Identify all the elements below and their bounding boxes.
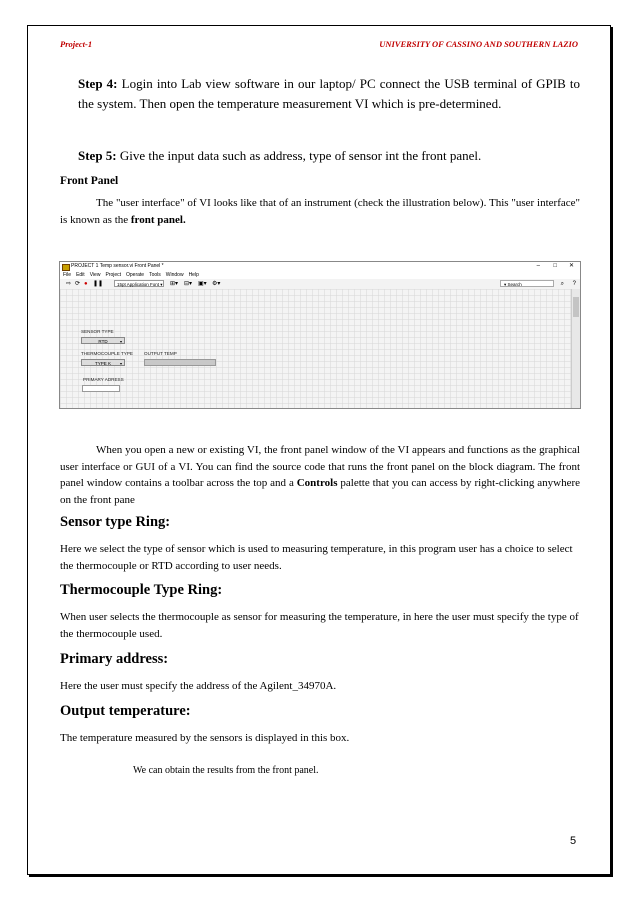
distribute-icon[interactable]: ⊟▾ [184,281,193,287]
controls-bold: Controls [296,477,338,490]
pause-icon[interactable]: ❚❚ [93,281,104,287]
window-title: PROJECT 1 Temp sensor.vi Front Panel * [71,263,164,269]
maximize-icon[interactable]: □ [553,263,557,269]
primary-address-body: Here the user must specify the address of the Agilent_34970A. [60,680,337,692]
font-selector[interactable]: 15pt Application Font ▾ [114,280,164,287]
menu-bar [60,271,580,279]
output-temp-indicator [144,359,216,366]
step-4-text: Login into Lab view software in our laptop/ PC connect the USB terminal of GPIB to the system. Then open the temperature measurement VI which is pre-determined. [78,76,581,111]
thermocouple-type-ring[interactable] [81,359,125,366]
search-input[interactable]: ▾ Search [500,280,554,287]
menu-help[interactable]: Help [188,272,199,278]
resize-icon[interactable]: ▣▾ [198,281,207,287]
menu-operate[interactable]: Operate [126,272,145,278]
output-temperature-heading: Output temperature: [60,703,191,719]
intro-text: The "user interface" of VI looks like that of an instrument (check the illustration below). This "user interface" is known as the [60,197,580,226]
primary-address-heading: Primary address: [60,651,169,667]
page-number: 5 [570,835,577,847]
step-5-text: Give the input data such as address, type of sensor int the front panel. [116,148,482,163]
window-titlebar [60,262,580,271]
align-icon[interactable]: ⊞▾ [170,281,179,287]
thermocouple-type-value: TYPE K [94,361,111,366]
sensor-type-label: SENSOR TYPE [81,329,114,334]
front-panel-intro [60,195,580,228]
minimize-icon[interactable]: – [536,263,540,269]
scrollbar-thumb[interactable] [573,297,579,317]
thermocouple-type-body: When user selects the thermocouple as sensor for measuring the temperature, in here the user must specify the type of the thermocouple used. [60,611,579,640]
header-project: Project-1 [60,39,93,49]
output-temp-label: OUTPUT TEMP [144,351,177,356]
closing-note: We can obtain the results from the front panel. [133,765,319,776]
menu-tools[interactable]: Tools [149,272,161,278]
menu-window[interactable]: Window [165,272,184,278]
chevron-down-icon: ▾ [119,361,122,366]
step-5 [78,146,580,166]
step-4-label: Step 4: [78,76,118,91]
front-panel-canvas[interactable] [60,289,573,409]
sensor-type-body: Here we select the type of sensor which is used to measuring temperature, in this program user has a choice to select the thermocouple or RTD according to user needs. [60,543,573,572]
output-temperature-body: The temperature measured by the sensors is displayed in this box. [60,732,350,744]
run-arrow-icon[interactable]: ⇨ [66,281,72,287]
run-continuously-icon[interactable]: ⟳ [75,281,81,287]
front-panel-heading: Front Panel [60,175,119,187]
labview-screenshot [59,261,581,409]
close-icon[interactable]: ✕ [568,263,574,269]
menu-project[interactable]: Project [105,272,121,278]
menu-file[interactable]: File [63,272,72,278]
menu-edit[interactable]: Edit [76,272,85,278]
thermocouple-type-label: THERMOCOUPLE TYPE [81,351,133,356]
abort-icon[interactable]: ● [84,281,88,287]
description-text: When you open a new or existing VI, the front panel window of the VI appears and functions as the graphical user interface or GUI of a VI. You can find the source code that runs the front panel on the block diagram. The front panel window contains a toolbar across the top and a [60,444,580,490]
font-selector-value: 15pt Application Font [117,282,160,287]
vertical-scrollbar[interactable] [571,289,580,409]
chevron-down-icon: ▾ [119,339,122,344]
thermocouple-type-heading: Thermocouple Type Ring: [60,582,223,598]
header-university: UNIVERSITY OF CASSINO AND SOUTHERN LAZIO [379,39,578,49]
menu-view[interactable]: View [89,272,101,278]
sensor-type-ring[interactable] [81,337,125,344]
step-4 [78,74,580,113]
sensor-type-heading: Sensor type Ring: [60,514,171,530]
search-placeholder: Search [507,282,522,287]
primary-address-label: PRIMARY ADRESS [83,377,124,382]
front-panel-description [60,442,580,508]
sensor-type-value: RTD [98,339,108,344]
description-tail: palette that you can access by right-clicking anywhere on the front pane [60,477,580,506]
search-icon[interactable]: ⌕ [560,281,564,287]
reorder-icon[interactable]: ⚙▾ [212,281,221,287]
step-5-label: Step 5: [78,148,117,163]
intro-bold: front panel. [130,213,186,226]
primary-address-input[interactable] [82,385,120,392]
labview-app-icon [62,264,70,271]
help-icon[interactable]: ? [572,281,576,287]
